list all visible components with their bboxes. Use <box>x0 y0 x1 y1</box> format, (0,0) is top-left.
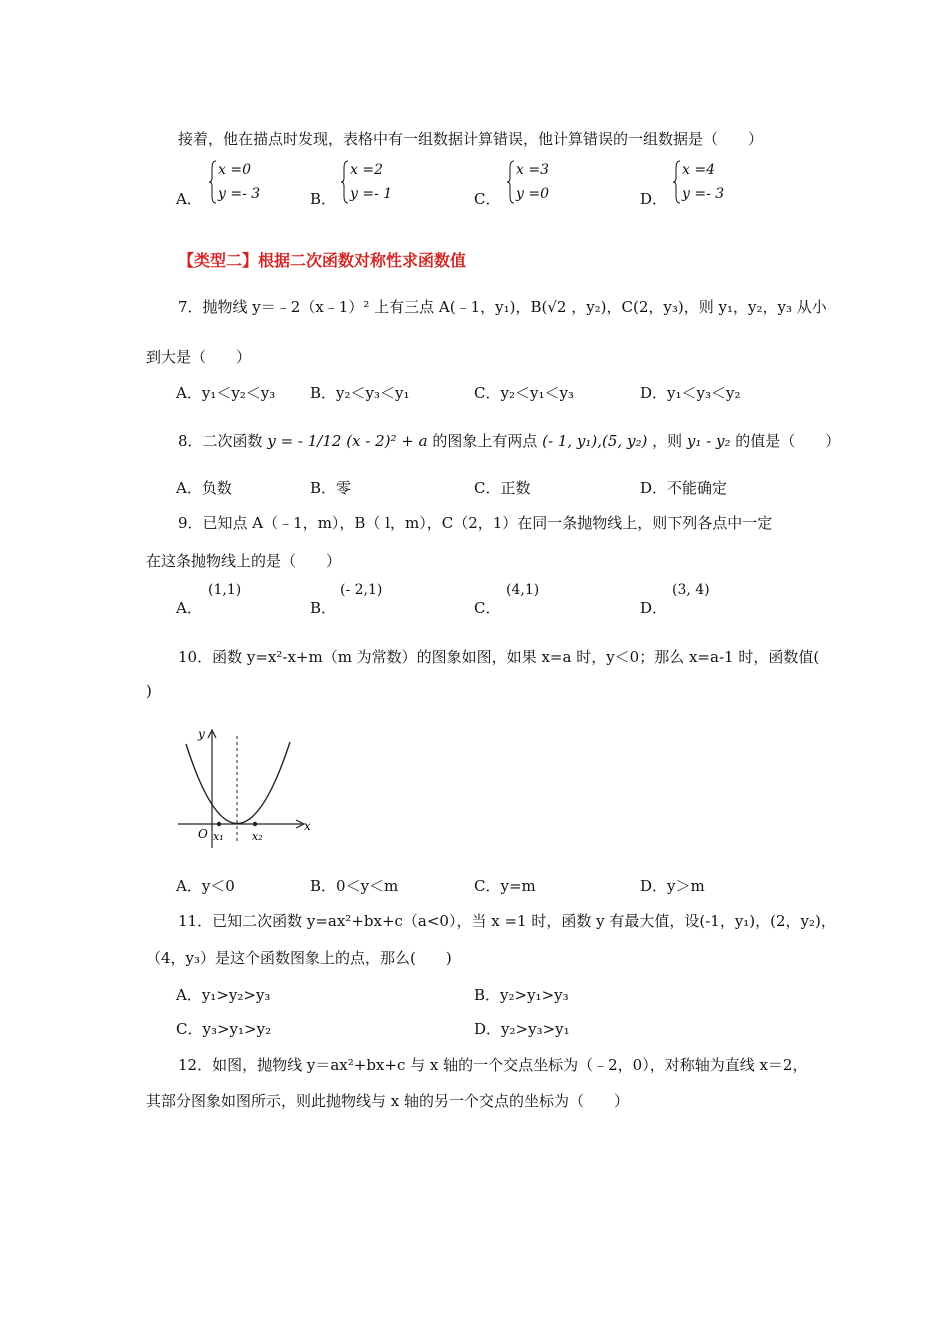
q8-expr: y₁ - y₂ <box>686 432 731 450</box>
q6-option-a-system <box>218 158 260 206</box>
q6-option-a-letter[interactable]: A． <box>176 190 202 208</box>
q8-suffix: 的值是（ ） <box>735 432 841 450</box>
q9-option-d-letter[interactable]: D． <box>640 599 668 617</box>
q10-option-a[interactable]: A．y＜0 <box>176 877 235 895</box>
x1-label: x₁ <box>213 830 224 843</box>
q8-formula: y = - 1/12 (x - 2)² + a <box>267 432 428 450</box>
brace-icon <box>673 160 681 204</box>
q6-option-b-system <box>350 158 392 206</box>
q12-line2: 其部分图象如图所示，则此抛物线与 x 轴的另一个交点的坐标为（ ） <box>146 1092 629 1110</box>
brace-icon <box>341 160 349 204</box>
q9-option-a-letter[interactable]: A． <box>176 599 202 617</box>
q7-line2: 到大是（ ） <box>146 348 252 366</box>
q10-option-d[interactable]: D．y＞m <box>640 877 705 895</box>
q7-option-b[interactable]: B．y₂＜y₃＜y₁ <box>310 384 410 402</box>
x2-label: x₂ <box>252 830 263 843</box>
q9-option-c-value: (4,1) <box>506 582 540 598</box>
q9-line1: 9．已知点 A（﹣1，m），B（ l，m），C（2，1）在同一条抛物线上，则下列各点中一定 <box>178 514 773 532</box>
q6-b-line1: x =2 <box>350 162 383 178</box>
q9-option-b-letter[interactable]: B． <box>310 599 337 617</box>
q11-option-c[interactable]: C．y₃>y₁>y₂ <box>176 1020 272 1038</box>
q7-line1: 7．抛物线 y＝﹣2（x﹣1）² 上有三点 A(﹣1，y₁)，B(√2 ，y₂)，C(2，y₃)，则 y₁，y₂，y₃ 从小 <box>178 298 827 316</box>
q6-option-c-system <box>516 158 549 206</box>
q10-line2: ) <box>146 682 152 700</box>
x-axis-label: x <box>304 819 311 833</box>
q8-line <box>178 430 840 451</box>
q10-parabola-graph <box>172 726 314 852</box>
q11-option-a[interactable]: A．y₁>y₂>y₃ <box>176 986 271 1004</box>
brace-icon <box>209 160 217 204</box>
q10-option-b[interactable]: B．0＜y＜m <box>310 877 399 895</box>
brace-icon <box>507 160 515 204</box>
q8-option-b[interactable]: B．零 <box>310 479 352 497</box>
q11-line1: 11．已知二次函数 y=ax²+bx+c（a<0），当 x =1 时，函数 y 有最大值，设(-1，y₁)，(2，y₂)， <box>178 912 836 930</box>
q8-points: (- 1, y₁),(5, y₂) <box>542 432 648 450</box>
q8-option-c[interactable]: C．正数 <box>474 479 531 497</box>
q9-option-a-value: (1,1) <box>208 582 242 598</box>
q11-line2: （4，y₃）是这个函数图象上的点，那么( ) <box>146 949 452 967</box>
q8-option-a[interactable]: A．负数 <box>176 479 232 497</box>
q6-c-line1: x =3 <box>516 162 549 178</box>
q12-line1: 12．如图，抛物线 y＝ax²+bx+c 与 x 轴的一个交点坐标为（﹣2，0），对称轴为直线 x＝2， <box>178 1056 808 1074</box>
q8-option-d[interactable]: D．不能确定 <box>640 479 728 497</box>
q6-b-line2: y =- 1 <box>350 186 393 202</box>
q6-a-line1: x =0 <box>218 162 251 178</box>
q6-option-d-letter[interactable]: D． <box>640 190 668 208</box>
q6-d-line2: y =- 3 <box>682 186 725 202</box>
origin-label: O <box>198 827 208 841</box>
q9-option-d-value: (3, 4) <box>672 582 710 598</box>
q7-option-d[interactable]: D．y₁＜y₃＜y₂ <box>640 384 741 402</box>
q6-option-c-letter[interactable]: C． <box>474 190 501 208</box>
q6-a-line2: y =- 3 <box>218 186 261 202</box>
y-axis-label: y <box>198 727 205 741</box>
q8-then: ，则 <box>652 432 683 450</box>
q7-option-a[interactable]: A．y₁＜y₂＜y₃ <box>176 384 276 402</box>
parabola-curve <box>186 742 290 824</box>
q6-option-b-letter[interactable]: B． <box>310 190 337 208</box>
section-title: 【类型二】根据二次函数对称性求函数值 <box>178 251 467 270</box>
q11-option-b[interactable]: B．y₂>y₁>y₃ <box>474 986 569 1004</box>
root-x2-point <box>253 822 257 826</box>
q9-option-c-letter[interactable]: C． <box>474 599 501 617</box>
q6-c-line2: y =0 <box>516 186 549 202</box>
q11-option-d[interactable]: D．y₂>y₃>y₁ <box>474 1020 570 1038</box>
root-x1-point <box>217 822 221 826</box>
q8-mid: 的图象上有两点 <box>432 432 538 450</box>
q9-option-b-value: (- 2,1) <box>340 582 383 598</box>
q10-option-c[interactable]: C．y=m <box>474 877 536 895</box>
q7-option-c[interactable]: C．y₂＜y₁＜y₃ <box>474 384 574 402</box>
q10-line1: 10．函数 y=x²-x+m（m 为常数）的图象如图，如果 x=a 时，y＜0；那么 x=a-1 时，函数值( <box>178 648 820 666</box>
intro-line: 接着，他在描点时发现，表格中有一组数据计算错误，他计算错误的一组数据是（ ） <box>178 130 764 148</box>
q8-prefix: 8．二次函数 <box>178 432 263 450</box>
q6-option-d-system <box>682 158 724 206</box>
q9-line2: 在这条抛物线上的是（ ） <box>146 552 342 570</box>
q6-d-line1: x =4 <box>682 162 715 178</box>
